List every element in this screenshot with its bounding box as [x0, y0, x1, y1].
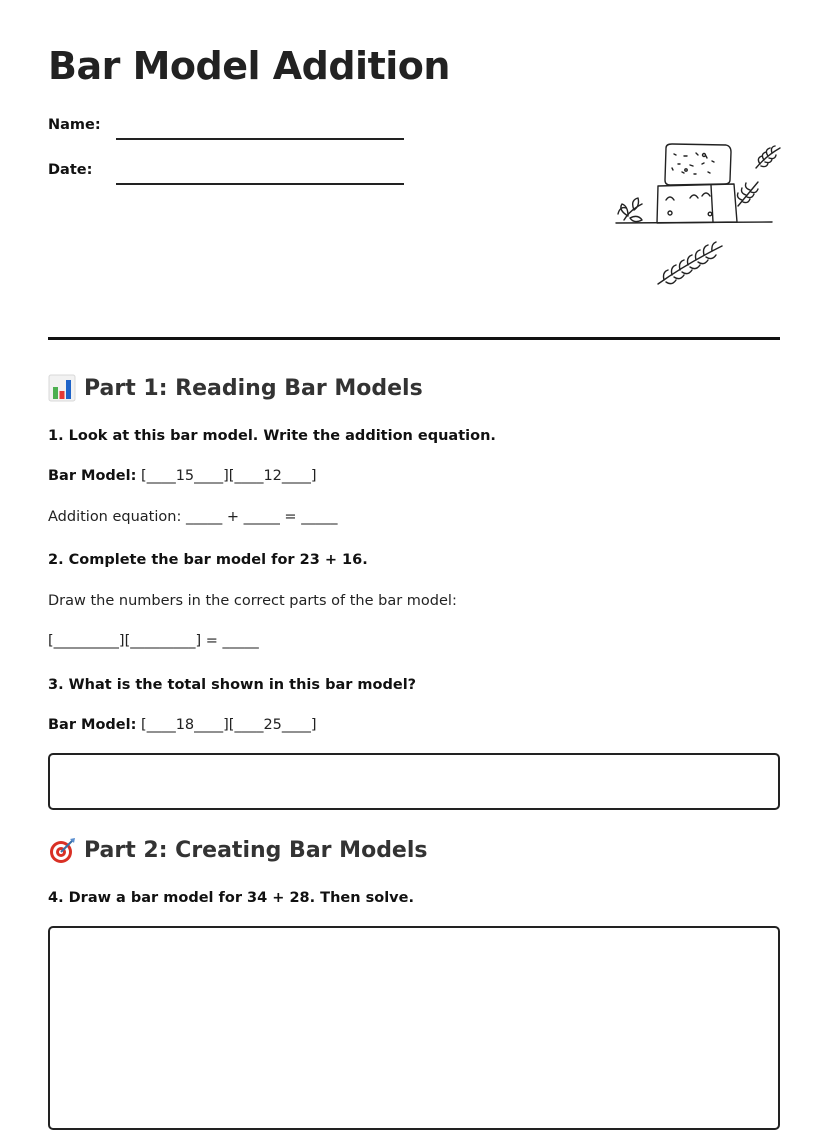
part2-heading — [48, 836, 428, 864]
page-title: Bar Model Addition — [48, 44, 450, 88]
q2-bar-template[interactable]: [_________][_________] = _____ — [48, 633, 259, 649]
question-2: 2. Complete the bar model for 23 + 16. — [48, 552, 368, 568]
target-icon — [48, 836, 76, 864]
name-line[interactable] — [116, 138, 404, 140]
blocks-leaves-illustration — [566, 134, 786, 294]
q1-bar-label: Bar Model: — [48, 468, 137, 484]
q4-drawing-box[interactable] — [48, 926, 780, 1130]
name-label: Name: — [48, 117, 101, 133]
part1-title: Part 1: Reading Bar Models — [84, 375, 423, 401]
q1-bar-value: [____15____][____12____] — [136, 468, 317, 484]
q3-answer-box[interactable] — [48, 753, 780, 810]
date-line[interactable] — [116, 183, 404, 185]
question-3: 3. What is the total shown in this bar model? — [48, 677, 417, 693]
question-4: 4. Draw a bar model for 34 + 28. Then solve. — [48, 890, 414, 906]
part1-heading — [48, 374, 423, 402]
q1-equation[interactable]: Addition equation: _____ + _____ = _____ — [48, 509, 338, 525]
q3-bar-model — [48, 717, 317, 733]
question-1: 1. Look at this bar model. Write the addition equation. — [48, 428, 496, 444]
part2-title: Part 2: Creating Bar Models — [84, 837, 428, 863]
q3-bar-value: [____18____][____25____] — [136, 717, 317, 733]
q1-bar-model — [48, 468, 317, 484]
q3-bar-label: Bar Model: — [48, 717, 137, 733]
date-label: Date: — [48, 162, 93, 178]
bar-chart-icon — [48, 374, 76, 402]
q2-instruction: Draw the numbers in the correct parts of the bar model: — [48, 593, 457, 609]
section-divider — [48, 337, 780, 340]
